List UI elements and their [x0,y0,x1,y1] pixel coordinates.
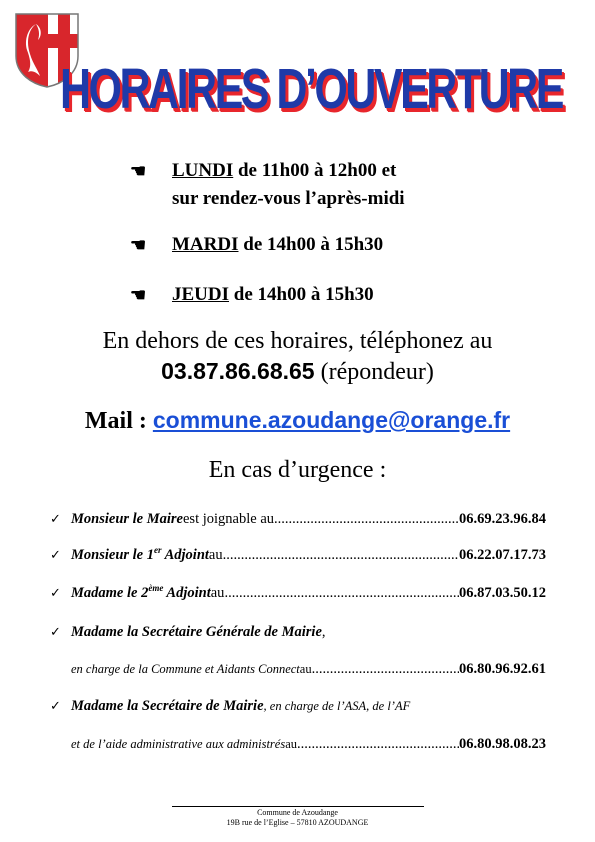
contact-phone[interactable]: 06.80.98.08.23 [459,736,546,752]
contact-text: est joignable au [183,511,275,527]
urgence-heading: En cas d’urgence : [208,457,387,483]
contact-text: au [210,585,225,601]
hours-text: de 14h00 à 15h30 [229,284,374,305]
hours-text: de 14h00 à 15h30 [238,234,384,255]
mail-line [0,407,595,435]
checkmark-icon: ✓ [50,586,61,601]
dot-leader [297,736,459,753]
pointing-hand-icon: ☚ [130,285,147,305]
contact-phone[interactable]: 06.69.23.96.84 [459,511,546,527]
footer-name: Commune de Azoudange [257,808,338,817]
dot-leader [274,511,459,528]
contact-secretaire-generale-line2 [71,661,546,681]
contact-adjoint-2 [50,585,546,605]
day-label: MARDI [172,234,239,255]
checkmark-icon: ✓ [50,512,61,527]
page-title: HORAIRES D’OUVERTURE [60,58,562,122]
contact-text: au [208,547,223,563]
contact-phone[interactable]: 06.80.96.92.61 [459,661,546,677]
outside-hours-line: En dehors de ces horaires, téléphonez au [102,328,493,354]
contact-text: , [321,624,326,640]
dot-leader [223,547,459,564]
phone-number: 03.87.86.68.65 [161,358,315,384]
contact-name: Madame la Secrétaire Générale de Mairie [71,624,322,640]
pointing-hand-icon: ☚ [130,161,147,181]
contact-name: Madame le 2 [71,585,149,601]
ordinal-suffix: ème [148,583,164,594]
contact-name: Madame la Secrétaire de Mairie [71,698,264,714]
ordinal-suffix: er [154,545,162,556]
contact-role: et de l’aide administrative aux administrés [71,737,286,751]
pointing-hand-icon: ☚ [130,235,147,255]
dot-leader [312,661,459,678]
contact-name: Monsieur le 1 [71,547,154,563]
contact-role: , en charge de l’ASA, de l’AF [263,699,411,713]
checkmark-icon: ✓ [50,625,61,640]
contact-phone[interactable]: 06.22.07.17.73 [459,547,546,563]
contact-role: en charge de la Commune et Aidants Connect [71,662,300,676]
mail-label: Mail : [84,408,153,434]
contact-text: au [285,737,298,751]
hours-text: de 11h00 à 12h00 et [233,160,397,181]
contact-text: au [299,662,312,676]
checkmark-icon: ✓ [50,548,61,563]
contact-secretaire-line2 [71,736,546,756]
contact-name: Monsieur le Maire [71,511,183,527]
footer-address: 19B rue de l’Eglise – 57810 AZOUDANGE [226,818,369,827]
day-label: LUNDI [172,160,234,181]
phone-suffix: (répondeur) [314,359,434,385]
checkmark-icon: ✓ [50,699,61,714]
contact-secretaire-generale [50,624,546,644]
contact-adjoint-1 [50,547,546,567]
contact-name-post: Adjoint [161,547,209,563]
contact-secretaire [50,698,546,718]
contact-maire [50,511,546,531]
day-label: JEUDI [172,284,230,305]
hours-text-line2: sur rendez-vous l’après-midi [172,188,405,209]
mail-link[interactable]: commune.azoudange@orange.fr [152,407,511,433]
contact-phone[interactable]: 06.87.03.50.12 [459,585,546,601]
contact-name-post: Adjoint [163,585,211,601]
footer-divider [172,806,424,807]
dot-leader [224,585,459,602]
outside-hours-notice [0,326,595,387]
